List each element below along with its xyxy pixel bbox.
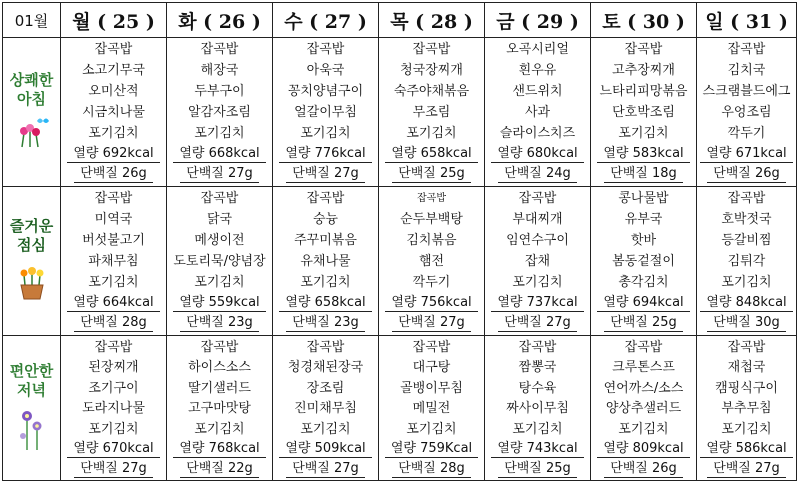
- menu-item: 고구마맛탕: [188, 401, 251, 416]
- menu-item: 버섯불고기: [82, 232, 145, 248]
- meal-label: [3, 71, 60, 153]
- menu-item: 잡곡밥: [727, 339, 766, 355]
- menu-list: [485, 337, 590, 480]
- menu-item: 포기김치: [300, 126, 351, 142]
- menu-item: 청국장찌개: [400, 62, 463, 78]
- menu-item: 연어까스/소스: [603, 380, 684, 396]
- menu-item: 포기김치: [406, 126, 457, 142]
- calorie-value: 열량 692kcal: [67, 146, 159, 163]
- menu-item: 부추무침: [721, 401, 772, 416]
- protein-value: 단백질 28g: [392, 461, 471, 478]
- menu-item: 꽁치양념구이: [287, 83, 364, 99]
- menu-list: [273, 188, 378, 335]
- menu-item: 핫바: [630, 232, 657, 248]
- calorie-value: 열량 848kcal: [700, 295, 792, 312]
- dinner-sat-cell: [591, 336, 697, 481]
- menu-item: 숭늉: [312, 211, 339, 227]
- protein-value: 단백질 27g: [74, 461, 153, 478]
- dinner-row: [3, 336, 797, 481]
- menu-item: 잡곡밥: [518, 339, 557, 355]
- calorie-value: 열량 809kcal: [597, 441, 689, 458]
- menu-list: [61, 337, 166, 480]
- menu-item: 김치볶음: [406, 232, 457, 248]
- menu-item: 캠핑식구이: [715, 380, 778, 396]
- menu-item: 메밀전: [412, 401, 451, 416]
- menu-item: 무조림: [412, 104, 451, 120]
- menu-item: 잡곡밥: [412, 339, 451, 355]
- menu-list: [485, 188, 590, 335]
- lunch-mon-cell: [61, 187, 167, 336]
- menu-item: 된장찌개: [88, 360, 139, 375]
- menu-item: 얼갈이무침: [294, 104, 357, 120]
- breakfast-tue-cell: [167, 38, 273, 187]
- menu-list: [485, 39, 590, 186]
- menu-item: 잡곡밥: [200, 190, 239, 206]
- menu-item: 유부국: [624, 211, 663, 227]
- calorie-value: 열량 670kcal: [67, 441, 159, 458]
- menu-list: [697, 337, 796, 480]
- protein-value: 단백질 18g: [604, 166, 683, 183]
- menu-item: 포기김치: [300, 275, 351, 291]
- protein-value: 단백질 25g: [392, 166, 471, 183]
- menu-item: 잡채: [524, 253, 551, 269]
- menu-item: 포기김치: [618, 421, 669, 437]
- day-header-sat: 토 ( 30 ): [591, 3, 697, 38]
- protein-value: 단백질 27g: [180, 166, 259, 183]
- menu-item: 잡곡밥: [417, 192, 446, 204]
- menu-item: 진미채무침: [294, 401, 357, 416]
- menu-item: 짬뽕국: [518, 360, 557, 375]
- menu-item: 시금치나물: [82, 104, 145, 120]
- flower-butterfly-icon: [12, 109, 52, 153]
- dinner-tue-cell: [167, 336, 273, 481]
- menu-item: 잡곡밥: [94, 41, 133, 57]
- meal-title-line1: 편안한: [9, 362, 54, 380]
- menu-item: 포기김치: [512, 421, 563, 437]
- calorie-value: 열량 768kcal: [173, 441, 265, 458]
- menu-item: 등갈비찜: [721, 232, 772, 248]
- calorie-value: 열량 776kcal: [279, 146, 371, 163]
- calorie-value: 열량 680kcal: [491, 146, 583, 163]
- calorie-value: 열량 743kcal: [491, 441, 583, 458]
- menu-item: 잡곡밥: [200, 41, 239, 57]
- menu-item: 장조림: [306, 380, 345, 396]
- day-header-wed: 수 ( 27 ): [273, 3, 379, 38]
- menu-item: 사과: [524, 104, 551, 120]
- month-label: 01월: [3, 3, 61, 38]
- menu-item: 잡곡밥: [412, 41, 451, 57]
- breakfast-sat-cell: [591, 38, 697, 187]
- lunch-fri-cell: [485, 187, 591, 336]
- day-header-mon: 월 ( 25 ): [61, 3, 167, 38]
- menu-item: 포기김치: [194, 126, 245, 142]
- menu-item: 재첩국: [727, 360, 766, 375]
- menu-item: 아욱국: [306, 62, 345, 78]
- menu-item: 김튀각: [727, 253, 766, 269]
- menu-item: 포기김치: [406, 421, 457, 437]
- menu-item: 총각김치: [618, 275, 669, 291]
- breakfast-sun-cell: [697, 38, 797, 187]
- calorie-value: 열량 737kcal: [491, 295, 583, 312]
- menu-item: 잡곡밥: [306, 339, 345, 355]
- menu-item: 잡곡밥: [624, 41, 663, 57]
- protein-value: 단백질 25g: [498, 461, 577, 478]
- dinner-mon-cell: [61, 336, 167, 481]
- menu-item: 포기김치: [512, 275, 563, 291]
- lunch-thu-cell: [379, 187, 485, 336]
- menu-item: 주꾸미볶음: [294, 232, 357, 248]
- menu-item: 햄전: [418, 253, 445, 269]
- protein-value: 단백질 26g: [74, 166, 153, 183]
- day-header-sun: 일 ( 31 ): [697, 3, 797, 38]
- protein-value: 단백질 23g: [180, 315, 259, 332]
- menu-item: 도라지나물: [82, 401, 145, 416]
- menu-list: [273, 39, 378, 186]
- menu-item: 메생이전: [194, 232, 245, 248]
- menu-item: 잡곡밥: [727, 190, 766, 206]
- lunch-sat-cell: [591, 187, 697, 336]
- dinner-label-cell: [3, 336, 61, 481]
- menu-list: [591, 39, 696, 186]
- menu-item: 크루톤스프: [612, 360, 675, 375]
- menu-item: 유채나물: [300, 253, 351, 269]
- protein-value: 단백질 24g: [498, 166, 577, 183]
- menu-item: 잡곡밥: [200, 339, 239, 355]
- menu-item: 김치국: [727, 62, 766, 78]
- menu-item: 포기김치: [618, 126, 669, 142]
- menu-item: 콩나물밥: [618, 190, 669, 206]
- breakfast-label-cell: [3, 38, 61, 187]
- menu-item: 느타리피망볶음: [599, 83, 688, 99]
- meal-title-line1: 즐거운: [9, 217, 54, 235]
- calorie-value: 열량 559kcal: [173, 295, 265, 312]
- dinner-wed-cell: [273, 336, 379, 481]
- menu-list: [591, 337, 696, 480]
- protein-value: 단백질 27g: [498, 315, 577, 332]
- purple-flowers-icon: [15, 400, 49, 454]
- menu-item: 깍두기: [727, 126, 766, 142]
- breakfast-row: [3, 38, 797, 187]
- dinner-fri-cell: [485, 336, 591, 481]
- menu-item: 딸기샐러드: [188, 380, 251, 396]
- menu-item: 알감자조림: [188, 104, 251, 120]
- menu-item: 두부구이: [194, 83, 245, 99]
- menu-list: [167, 188, 272, 335]
- calorie-value: 열량 671kcal: [700, 146, 792, 163]
- menu-item: 포기김치: [721, 421, 772, 437]
- menu-list: [167, 337, 272, 480]
- weekly-meal-table: [2, 2, 797, 481]
- header-row: [3, 3, 797, 38]
- calorie-value: 열량 664kcal: [67, 295, 159, 312]
- menu-list: [379, 39, 484, 186]
- protein-value: 단백질 27g: [392, 315, 471, 332]
- menu-item: 호박젓국: [721, 211, 772, 227]
- menu-item: 포기김치: [88, 275, 139, 291]
- day-header-tue: 화 ( 26 ): [167, 3, 273, 38]
- menu-list: [167, 39, 272, 186]
- breakfast-mon-cell: [61, 38, 167, 187]
- meal-title-line2: 아침: [17, 90, 46, 108]
- menu-item: 포기김치: [88, 421, 139, 437]
- calorie-value: 열량 759Kcal: [385, 441, 478, 458]
- menu-item: 우엉조림: [721, 104, 772, 120]
- meal-title-line1: 상쾌한: [9, 71, 54, 89]
- flower-pot-icon: [12, 255, 52, 305]
- menu-list: [273, 337, 378, 480]
- protein-value: 단백질 23g: [286, 315, 365, 332]
- calorie-value: 열량 509kcal: [279, 441, 371, 458]
- calorie-value: 열량 756kcal: [385, 295, 477, 312]
- menu-item: 고추장찌개: [612, 62, 675, 78]
- menu-item: 미역국: [94, 211, 133, 227]
- menu-item: 오곡시리얼: [506, 41, 569, 57]
- protein-value: 단백질 27g: [286, 461, 365, 478]
- menu-item: 해장국: [200, 62, 239, 78]
- menu-item: 잡곡밥: [624, 339, 663, 355]
- meal-title-line2: 점심: [17, 236, 46, 254]
- menu-item: 잡곡밥: [518, 190, 557, 206]
- menu-item: 숙주야채볶음: [393, 83, 470, 99]
- menu-item: 짜사이무침: [506, 401, 569, 416]
- breakfast-thu-cell: [379, 38, 485, 187]
- menu-item: 청경채된장국: [287, 360, 364, 375]
- menu-item: 파채무침: [88, 253, 139, 269]
- breakfast-wed-cell: [273, 38, 379, 187]
- menu-item: 잡곡밥: [306, 190, 345, 206]
- menu-item: 포기김치: [88, 126, 139, 142]
- lunch-tue-cell: [167, 187, 273, 336]
- breakfast-fri-cell: [485, 38, 591, 187]
- protein-value: 단백질 26g: [707, 166, 786, 183]
- menu-item: 포기김치: [300, 421, 351, 437]
- menu-item: 순두부백탕: [400, 211, 463, 227]
- menu-item: 조기구이: [88, 380, 139, 396]
- menu-list: [697, 39, 796, 186]
- lunch-sun-cell: [697, 187, 797, 336]
- menu-item: 탕수육: [518, 380, 557, 396]
- lunch-row: [3, 187, 797, 336]
- protein-value: 단백질 27g: [286, 166, 365, 183]
- menu-item: 양상추샐러드: [605, 401, 682, 416]
- dinner-thu-cell: [379, 336, 485, 481]
- menu-list: [697, 188, 796, 335]
- protein-value: 단백질 28g: [74, 315, 153, 332]
- menu-item: 봄동겉절이: [612, 253, 675, 269]
- calorie-value: 열량 668kcal: [173, 146, 265, 163]
- menu-item: 오미산적: [88, 83, 139, 99]
- menu-list: [61, 188, 166, 335]
- calorie-value: 열량 658kcal: [385, 146, 477, 163]
- menu-item: 잡곡밥: [306, 41, 345, 57]
- day-header-fri: 금 ( 29 ): [485, 3, 591, 38]
- protein-value: 단백질 30g: [707, 315, 786, 332]
- menu-item: 도토리묵/양념장: [173, 253, 266, 269]
- menu-item: 골뱅이무침: [400, 380, 463, 396]
- menu-item: 잡곡밥: [727, 41, 766, 57]
- menu-item: 샌드위치: [512, 83, 563, 99]
- menu-item: 닭국: [206, 211, 233, 227]
- meal-title-line2: 저녁: [17, 381, 46, 399]
- menu-item: 깍두기: [412, 275, 451, 291]
- protein-value: 단백질 22g: [180, 461, 259, 478]
- menu-item: 잡곡밥: [94, 190, 133, 206]
- menu-item: 스크램블드에그: [702, 83, 791, 99]
- menu-item: 잡곡밥: [94, 339, 133, 355]
- menu-item: 슬라이스치즈: [499, 126, 576, 142]
- menu-item: 소고기무국: [82, 62, 145, 78]
- menu-item: 단호박조림: [612, 104, 675, 120]
- lunch-wed-cell: [273, 187, 379, 336]
- menu-list: [61, 39, 166, 186]
- menu-item: 포기김치: [194, 421, 245, 437]
- dinner-sun-cell: [697, 336, 797, 481]
- menu-item: 대구탕: [412, 360, 451, 375]
- day-header-thu: 목 ( 28 ): [379, 3, 485, 38]
- menu-item: 임연수구이: [506, 232, 569, 248]
- menu-list: [379, 337, 484, 480]
- calorie-value: 열량 658kcal: [279, 295, 371, 312]
- calorie-value: 열량 694kcal: [597, 295, 689, 312]
- meal-label: [3, 217, 60, 305]
- menu-item: 흰우유: [518, 62, 557, 78]
- menu-list: [591, 188, 696, 335]
- menu-item: 부대찌개: [512, 211, 563, 227]
- menu-item: 포기김치: [721, 275, 772, 291]
- meal-label: [3, 362, 60, 454]
- menu-item: 하이스소스: [188, 360, 251, 375]
- protein-value: 단백질 25g: [604, 315, 683, 332]
- protein-value: 단백질 26g: [604, 461, 683, 478]
- menu-list: [379, 188, 484, 335]
- lunch-label-cell: [3, 187, 61, 336]
- menu-item: 포기김치: [194, 275, 245, 291]
- calorie-value: 열량 583kcal: [597, 146, 689, 163]
- calorie-value: 열량 586kcal: [700, 441, 792, 458]
- protein-value: 단백질 27g: [707, 461, 786, 478]
